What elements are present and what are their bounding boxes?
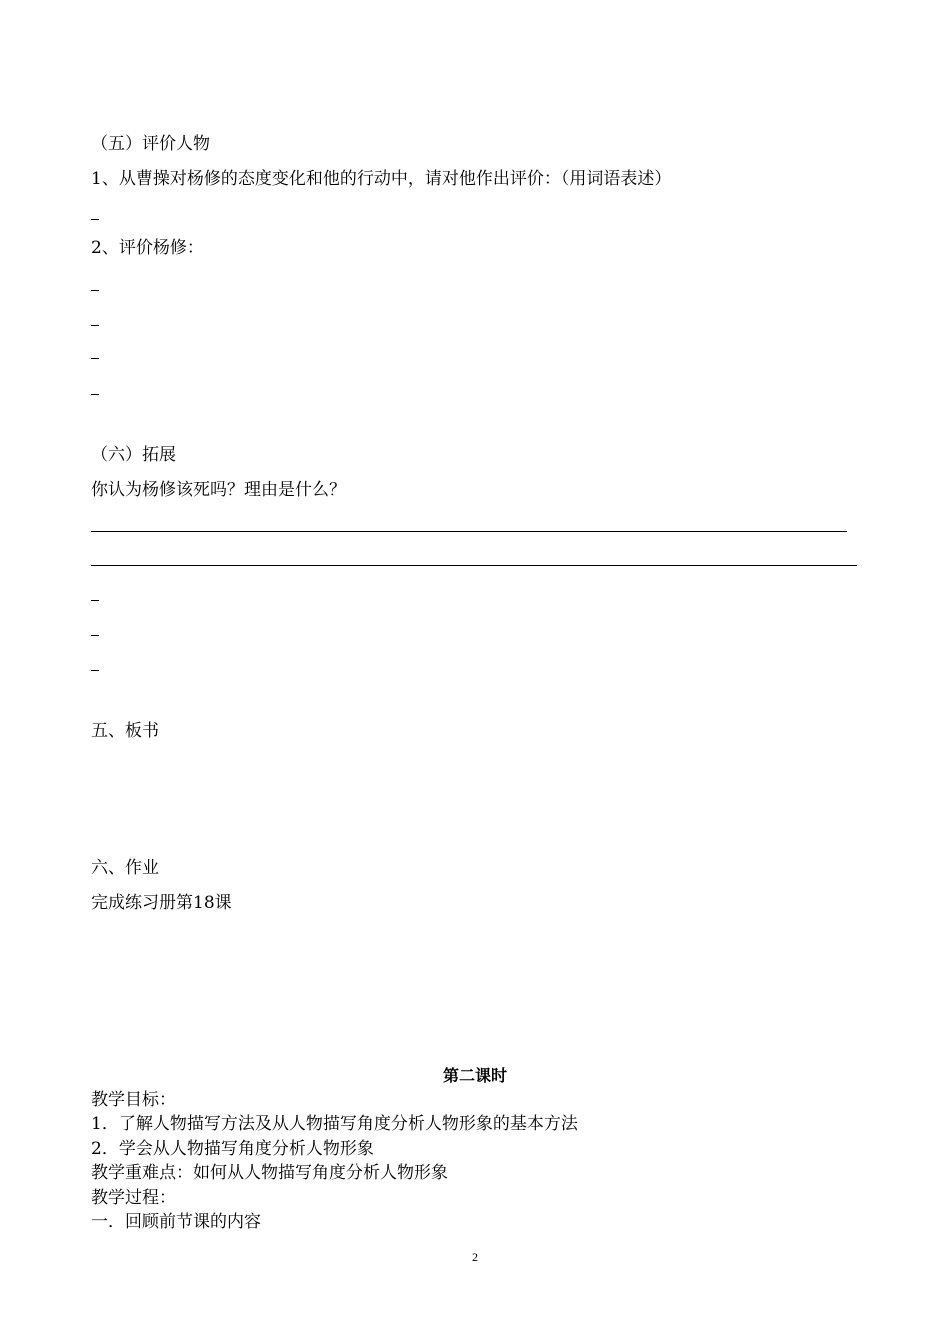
key-points: 教学重难点：如何从人物描写角度分析人物形象 [91,1163,448,1183]
answer-blank [91,358,99,359]
section-5-question-2: 2、评价杨修： [91,238,204,258]
section-6-question: 你认为杨修该死吗？理由是什么？ [91,480,346,500]
answer-blank [91,325,99,326]
answer-blank [91,600,99,601]
page-number: 2 [472,1250,478,1264]
answer-blank [91,670,99,671]
part-5-heading: 五、板书 [91,721,159,741]
section-6-heading: （六）拓展 [91,445,176,465]
answer-blank [91,635,99,636]
process-label: 教学过程： [91,1188,176,1208]
section-5-heading: （五）评价人物 [91,134,210,154]
goal-2: 2．学会从人物描写角度分析人物形象 [91,1139,374,1159]
lesson-2-title: 第二课时 [442,1066,507,1085]
answer-blank [91,219,99,220]
goals-label: 教学目标： [91,1090,176,1110]
process-step-1: 一．回顾前节课的内容 [91,1212,261,1232]
answer-line [91,531,847,532]
part-6-heading: 六、作业 [91,858,159,878]
goal-1: 1．了解人物描写方法及从人物描写角度分析人物形象的基本方法 [91,1114,578,1134]
section-5-question-1: 1、从曹操对杨修的态度变化和他的行动中，请对他作出评价：（用词语表述） [91,169,672,189]
answer-line [91,565,857,566]
answer-blank [91,394,99,395]
homework-content: 完成练习册第18课 [91,893,232,913]
answer-blank [91,290,99,291]
